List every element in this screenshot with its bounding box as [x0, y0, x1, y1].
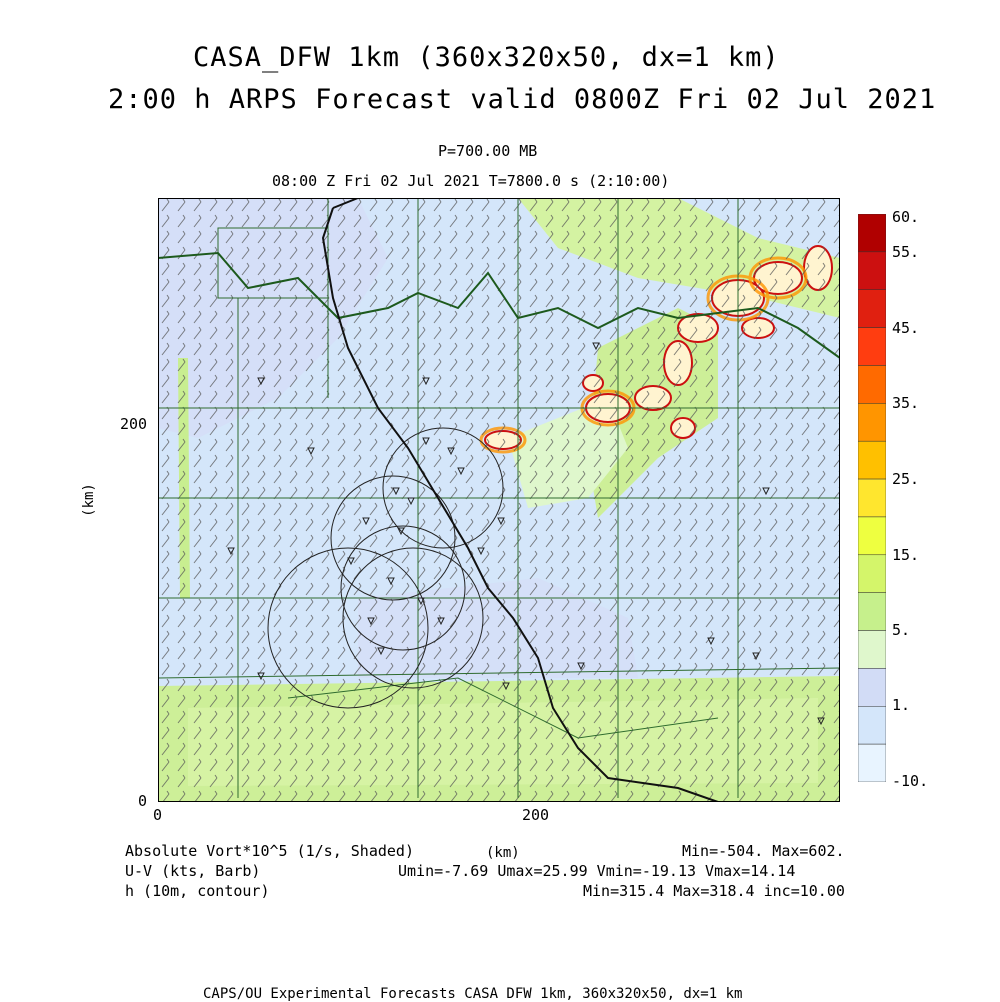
colorbar-label: 5.	[892, 621, 911, 639]
colorbar-label: 15.	[892, 546, 920, 564]
colorbar-label: 35.	[892, 394, 920, 412]
colorbar-swatch	[858, 555, 886, 593]
colorbar-label: 1.	[892, 696, 911, 714]
colorbar-swatch	[858, 479, 886, 517]
field-barb-label: U-V (kts, Barb)	[125, 862, 261, 880]
colorbar-label: 55.	[892, 243, 920, 261]
colorbar-swatch	[858, 403, 886, 441]
colorbar	[858, 214, 886, 782]
x-tick-0: 0	[153, 806, 163, 824]
valid-time: 08:00 Z Fri 02 Jul 2021 T=7800.0 s (2:10:00)	[272, 172, 670, 190]
colorbar-label: 45.	[892, 319, 920, 337]
colorbar-swatch	[858, 593, 886, 631]
colorbar-swatch	[858, 668, 886, 706]
field-shaded-label: Absolute Vort*10^5 (1/s, Shaded)	[125, 842, 414, 860]
colorbar-swatch	[858, 517, 886, 555]
y-tick-0: 0	[138, 792, 148, 810]
colorbar-swatch	[858, 328, 886, 366]
vorticity-map	[158, 198, 840, 802]
colorbar-label: 25.	[892, 470, 920, 488]
field-contour-label: h (10m, contour)	[125, 882, 270, 900]
colorbar-swatch	[858, 290, 886, 328]
vort-minmax: Min=-504. Max=602.	[682, 842, 845, 860]
colorbar-label: -10.	[892, 772, 929, 790]
pressure-level: P=700.00 MB	[438, 142, 538, 160]
credit-line: CAPS/OU Experimental Forecasts CASA DFW 1km, 360x320x50, dx=1 km	[203, 986, 743, 1002]
wind-minmax: Umin=-7.69 Umax=25.99 Vmin=-19.13 Vmax=14.14	[398, 862, 796, 880]
colorbar-swatch	[858, 441, 886, 479]
x-tick-200: 200	[522, 806, 550, 824]
colorbar-swatch	[858, 706, 886, 744]
x-axis-label: (km)	[486, 845, 520, 861]
y-tick-200: 200	[120, 415, 148, 433]
colorbar-swatch	[858, 365, 886, 403]
colorbar-swatch	[858, 214, 886, 252]
colorbar-label: 60.	[892, 208, 920, 226]
title-line-2: 2:00 h ARPS Forecast valid 0800Z Fri 02 Jul 2021	[108, 84, 937, 115]
colorbar-swatch	[858, 252, 886, 290]
colorbar-swatch	[858, 631, 886, 669]
y-axis-label: (km)	[80, 483, 97, 517]
height-minmax: Min=315.4 Max=318.4 inc=10.00	[583, 882, 845, 900]
title-line-1: CASA_DFW 1km (360x320x50, dx=1 km)	[193, 42, 780, 73]
colorbar-swatch	[858, 744, 886, 782]
